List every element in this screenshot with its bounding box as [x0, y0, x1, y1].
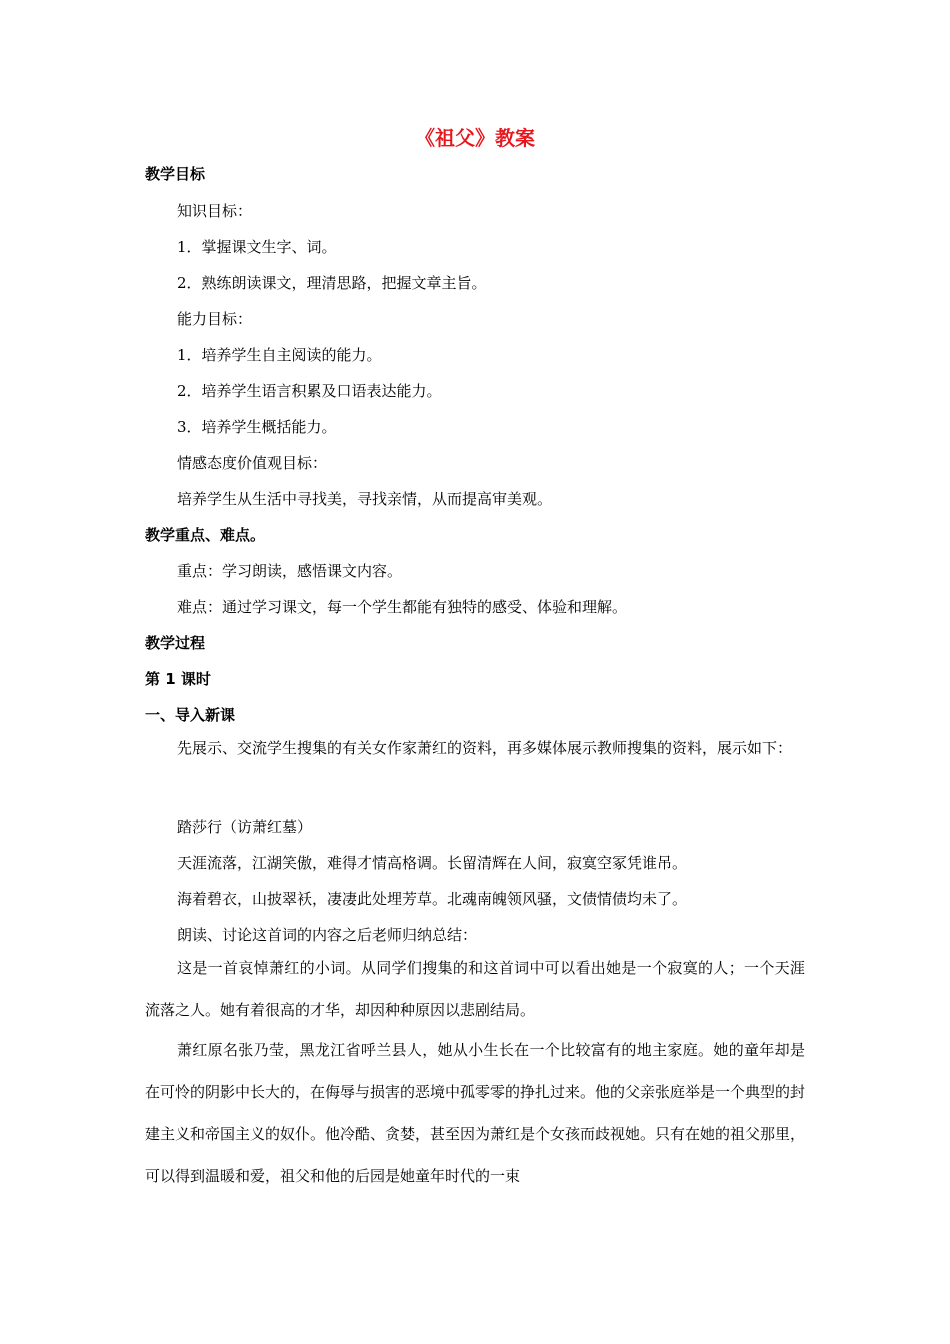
subheading-ability-goal: 能力目标： — [177, 310, 253, 328]
ability-item-1: 1．培养学生自主阅读的能力。 — [177, 346, 382, 364]
heading-lesson-1: 第 1 课时 — [145, 670, 211, 688]
key-point: 重点：学习朗读，感悟课文内容。 — [177, 562, 403, 580]
poem-title: 踏莎行（访萧红墓） — [177, 818, 313, 836]
emotion-item-1: 培养学生从生活中寻找美，寻找亲情，从而提高审美观。 — [177, 490, 553, 508]
biography-paragraph: 萧红原名张乃莹，黑龙江省呼兰县人，她从小生长在一个比较富有的地主家庭。她的童年却是在可怜的阴影中长大的，在侮辱与损害的恶境中孤零零的挣扎过来。他的父亲张庭举是一个典型的封建主义和帝国主义的奴仆。他冷酷、贪婪，甚至因为萧红是个女孩而歧视她。只有在她的祖父那里，可以得到温暖和爱，祖父和他的后园是她童年时代的一束 — [145, 1041, 806, 1185]
difficulty-point: 难点：通过学习课文，每一个学生都能有独特的感受、体验和理解。 — [177, 598, 628, 616]
subheading-knowledge-goal: 知识目标： — [177, 202, 253, 220]
heading-process: 教学过程 — [145, 634, 206, 652]
summary-paragraph: 这是一首哀悼萧红的小词。从同学们搜集的和这首词中可以看出她是一个寂寞的人；一个天涯流落之人。她有着很高的才华，却因种种原因以悲剧结局。 — [145, 959, 805, 1019]
intro-paragraph: 先展示、交流学生搜集的有关女作家萧红的资料，再多媒体展示教师搜集的资料，展示如下： — [177, 739, 793, 757]
heading-part-1: 一、导入新课 — [145, 706, 236, 724]
summary-intro: 朗读、讨论这首词的内容之后老师归纳总结： — [177, 926, 478, 944]
knowledge-item-1: 1．掌握课文生字、词。 — [177, 238, 337, 256]
heading-key-points: 教学重点、难点。 — [145, 526, 266, 544]
heading-teaching-goals: 教学目标 — [145, 165, 206, 183]
poem-line-1: 天涯流落，江湖笑傲，难得才情高格调。长留清辉在人间，寂寞空冢凭谁吊。 — [177, 854, 688, 872]
subheading-emotion-goal: 情感态度价值观目标： — [177, 454, 328, 472]
ability-item-2: 2．培养学生语言积累及口语表达能力。 — [177, 382, 442, 400]
ability-item-3: 3．培养学生概括能力。 — [177, 418, 337, 436]
knowledge-item-2: 2．熟练朗读课文，理清思路，把握文章主旨。 — [177, 274, 487, 292]
poem-line-2: 海着碧衣，山披翠袄，凄凄此处埋芳草。北魂南魄领风骚，文债情债均未了。 — [177, 890, 688, 908]
document-title: 《祖父》教案 — [415, 126, 535, 150]
